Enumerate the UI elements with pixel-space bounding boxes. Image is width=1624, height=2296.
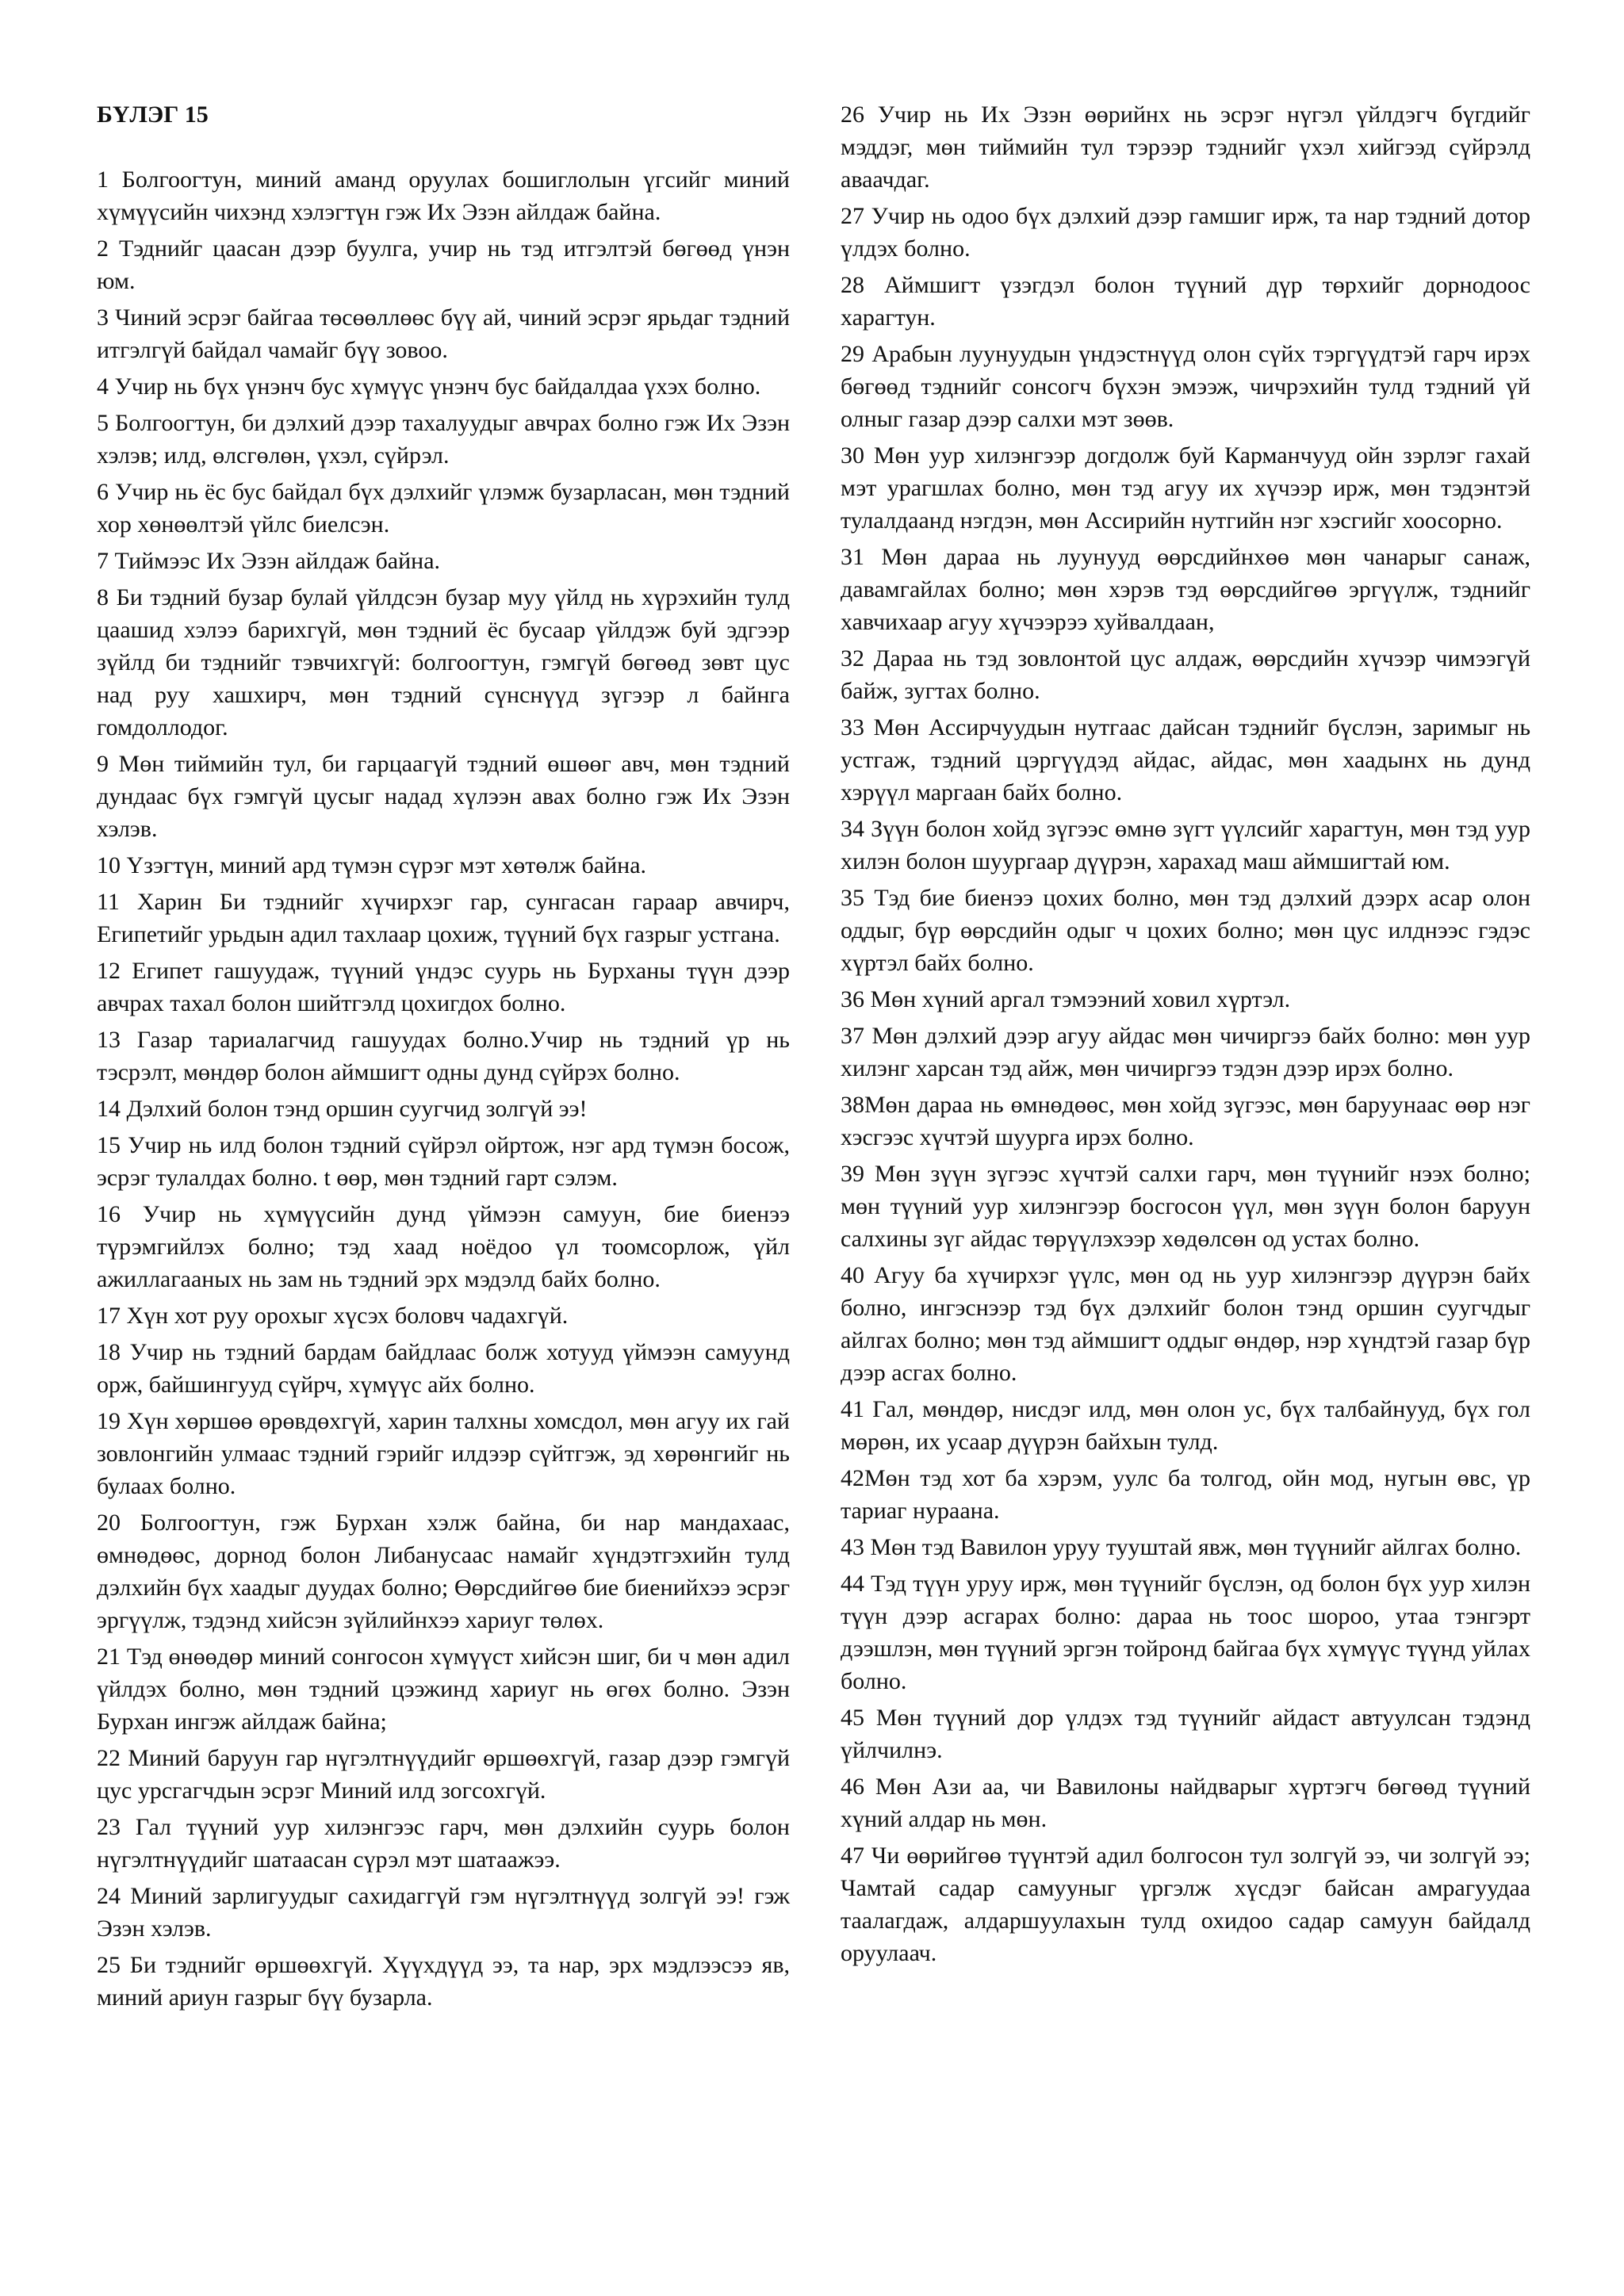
verse: 6 Учир нь ёс бус байдал бүх дэлхийг үлэмж бузарласан, мөн тэдний хор хөнөөлтэй үйлс биелсэн. [97, 479, 790, 538]
verse: 7 Тиймээс Их Эзэн айлдаж байна. [97, 548, 441, 574]
verse: 17 Хүн хот руу орохыг хүсэх боловч чадахгүй. [97, 1303, 569, 1329]
verse: 24 Миний зарлигуудыг сахидаггүй гэм нүгэлтнүүд золгүй ээ! гэж Эзэн хэлэв. [97, 1883, 790, 1942]
verse: 19 Хүн хөршөө өрөвдөхгүй, харин талхны хомсдол, мөн агуу их гай зовлонгийн улмаас тэдний гэрийг илдээр сүйтгэж, эд хөрөнгийг нь булаах болно. [97, 1408, 790, 1499]
verse: 15 Учир нь илд болон тэдний сүйрэл ойртож, нэг ард түмэн босож, эсрэг тулалдах болно. t өөр, мөн тэдний гарт сэлэм. [97, 1132, 790, 1191]
verse: 26 Учир нь Их Эзэн өөрийнх нь эсрэг нүгэл үйлдэгч бүгдийг мэддэг, мөн тиймийн тул тэрээр тэднийг үхэл хийгээд сүйрэлд аваачдаг. [841, 101, 1530, 193]
verse: 41 Гал, мөндөр, нисдэг илд, мөн олон ус, бүх талбайнууд, бүх гол мөрөн, их усаар дүүрэн байхын тулд. [841, 1396, 1530, 1455]
verse: 14 Дэлхий болон тэнд оршин суугчид золгүй ээ! [97, 1096, 588, 1122]
right-verse-list [841, 98, 1530, 1969]
verse: 20 Болгоогтун, гэж Бурхан хэлж байна, би нар мандахаас, өмнөдөөс, дорнод болон Либанусаас намайг хүндэтгэхийн тулд дэлхийн бүх хаадыг дуудах болно; Өөрсдийгөө бие биенийхээ эсрэг эргүүлж, тэдэнд хийсэн зүйлийнхээ хариуг төлөх. [97, 1510, 790, 1633]
verse: 5 Болгоогтун, би дэлхий дээр тахалуудыг авчрах болно гэж Их Эзэн хэлэв; илд, өлсгөлөн, үхэл, сүйрэл. [97, 410, 790, 469]
verse: 8 Би тэдний бузар булай үйлдсэн бузар муу үйлд нь хүрэхийн тулд цаашид хэлээ барихгүй, мөн тэдний ёс бусаар үйлдэж буй эдгээр зүйлд би тэднийг тэвчихгүй: болгоогтун, гэмгүй бөгөөд зөвт цус над руу хашхирч, мөн тэдний сүнснүүд зүгээр л байнга гомдоллодог. [97, 584, 790, 740]
verse: 2 Тэднийг цаасан дээр буулга, учир нь тэд итгэлтэй бөгөөд үнэн юм. [97, 235, 790, 294]
verse: 31 Мөн дараа нь луунууд өөрсдийнхөө мөн чанарыг санаж, давамгайлах болно; мөн хэрэв тэд өөрсдийгөө эргүүлж, тэднийг хавчихаар агуу хүчээрээ хуйвалдаан, [841, 544, 1530, 635]
verse: 44 Тэд түүн уруу ирж, мөн түүнийг бүслэн, од болон бүх уур хилэн түүн дээр асгарах болно: дараа нь тоос шороо, утаа тэнгэрт дээшлэн, мөн түүний эргэн тойронд байгаа бүх хүмүүс түүнд уйлах болно. [841, 1571, 1530, 1694]
verse: 35 Тэд бие биенээ цохих болно, мөн тэд дэлхий дээрх асар олон оддыг, бүр өөрсдийн одыг ч цохих болно; мөн цус илднээс гэдэс хүртэл байх болно. [841, 885, 1530, 976]
verse: 34 Зүүн болон хойд зүгээс өмнө зүгт үүлсийг харагтун, мөн тэд уур хилэн болон шуургаар дүүрэн, харахад маш аймшигтай юм. [841, 816, 1530, 874]
verse: 11 Харин Би тэднийг хүчирхэг гар, сунгасан гараар авчирч, Египетийг урьдын адил тахлаар цохиж, түүний бүх газрыг устгана. [97, 889, 790, 947]
verse: 4 Учир нь бүх үнэнч бус хүмүүс үнэнч бус байдалдаа үхэх болно. [97, 373, 761, 400]
verse: 38Мөн дараа нь өмнөдөөс, мөн хойд зүгээс, мөн баруунаас өөр нэг хэсгээс хүчтэй шуурга ирэх болно. [841, 1092, 1530, 1150]
verse: 10 Үзэгтүн, миний ард түмэн сүрэг мэт хөтөлж байна. [97, 852, 647, 878]
verse: 28 Аймшигт үзэгдэл болон түүний дүр төрхийг дорнодоос харагтун. [841, 272, 1530, 331]
verse: 21 Тэд өнөөдөр миний сонгосон хүмүүст хийсэн шиг, би ч мөн адил үйлдэх болно, мөн тэдний цээжинд хариуг нь өгөх болно. Эзэн Бурхан ингэж айлдаж байна; [97, 1644, 790, 1735]
verse: 3 Чиний эсрэг байгаа төсөөллөөс бүү ай, чиний эсрэг ярьдаг тэдний итгэлгүй байдал чамайг бүү зовоо. [97, 304, 790, 363]
verse: 47 Чи өөрийгөө түүнтэй адил болгосон тул золгүй ээ, чи золгүй ээ; Чамтай садар самууныг үргэлж хүсдэг байсан амрагуудаа таалагдаж, алдаршуулахын тулд охидоо садар самуун байдалд оруулаач. [841, 1843, 1530, 1966]
verse: 45 Мөн түүний дор үлдэх тэд түүнийг айдаст автуулсан тэдэнд үйлчилнэ. [841, 1705, 1530, 1763]
verse: 36 Мөн хүний аргал тэмээний ховил хүртэл. [841, 986, 1291, 1012]
verse: 23 Гал түүний уур хилэнгээс гарч, мөн дэлхийн суурь болон нүгэлтнүүдийг шатаасан сүрэл мэт шатаажээ. [97, 1814, 790, 1873]
verse: 30 Мөн уур хилэнгээр догдолж буй Карманчууд ойн зэрлэг гахай мэт урагшлах болно, мөн тэд агуу их хүчээр ирж, мөн тэдэнтэй тулалдаанд нэгдэн, мөн Ассирийн нутгийн нэг хэсгийг хоосорно. [841, 442, 1530, 534]
verse: 42Мөн тэд хот ба хэрэм, уулс ба толгод, ойн мод, нугын өвс, үр тариаг нураана. [841, 1465, 1530, 1524]
verse: 37 Мөн дэлхий дээр агуу айдас мөн чичиргээ байх болно: мөн уур хилэнг харсан тэд айж, мөн чичиргээ тэдэн дээр ирэх болно. [841, 1023, 1530, 1081]
verse: 43 Мөн тэд Вавилон уруу тууштай явж, мөн түүнийг айлгах болно. [841, 1534, 1522, 1560]
verse: 40 Агуу ба хүчирхэг үүлс, мөн од нь уур хилэнгээр дүүрэн байх болно, ингэснээр тэд бүх дэлхийг болон тэнд оршин суугчдыг айлгах болно; мөн тэд аймшигт оддыг өндөр, нэр хүндтэй газар бүр дээр асгах болно. [841, 1262, 1530, 1386]
verse: 33 Мөн Ассирчуудын нутгаас дайсан тэднийг бүслэн, заримыг нь устгаж, тэдний цэргүүдэд айдас, айдас, мөн хаадынх нь дунд хэрүүл маргаан байх болно. [841, 714, 1530, 806]
verse: 1 Болгоогтун, миний аманд оруулах бошиглолын үгсийг миний хүмүүсийн чихэнд хэлэгтүн гэж Их Эзэн айлдаж байна. [97, 166, 790, 225]
verse: 46 Мөн Ази аа, чи Вавилоны найдварыг хүртэгч бөгөөд түүний хүний алдар нь мөн. [841, 1774, 1530, 1832]
verse: 29 Арабын луунуудын үндэстнүүд олон сүйх тэргүүдтэй гарч ирэх бөгөөд тэднийг сонсогч бүхэн эмээж, чичрэхийн тулд тэдний үй олныг газар дээр салхи мэт зөөв. [841, 341, 1530, 432]
chapter-title: БҮЛЭГ 15 [97, 101, 209, 128]
verse: 16 Учир нь хүмүүсийн дунд үймээн самуун, бие биенээ түрэмгийлэх болно; тэд хаад ноёдоо үл тоомсорлож, үйл ажиллагааных нь зам нь тэдний эрх мэдэлд байх болно. [97, 1201, 790, 1292]
left-column [97, 98, 790, 2018]
verse: 25 Би тэднийг өршөөхгүй. Хүүхдүүд ээ, та нар, эрх мэдлээсээ яв, миний ариун газрыг бүү бузарла. [97, 1952, 790, 2011]
verse: 39 Мөн зүүн зүгээс хүчтэй салхи гарч, мөн түүнийг нээх болно; мөн түүний уур хилэнгээр босгосон үүл, мөн зүүн болон баруун салхины зүг айдас төрүүлэхээр хөдөлсөн од устах болно. [841, 1161, 1530, 1252]
verse: 18 Учир нь тэдний бардам байдлаас болж хотууд үймээн самуунд орж, байшингууд сүйрч, хүмүүс айх болно. [97, 1339, 790, 1398]
verse: 9 Мөн тиймийн тул, би гарцаагүй тэдний өшөөг авч, мөн тэдний дундаас бүх гэмгүй цусыг надад хүлээн авах болно гэж Их Эзэн хэлэв. [97, 751, 790, 842]
verse: 22 Миний баруун гар нүгэлтнүүдийг өршөөхгүй, газар дээр гэмгүй цус урсгагчдын эсрэг Миний илд зогсохгүй. [97, 1745, 790, 1804]
verse: 27 Учир нь одоо бүх дэлхий дээр гамшиг ирж, та нар тэдний дотор үлдэх болно. [841, 203, 1530, 262]
right-column [841, 98, 1530, 1973]
verse: 12 Египет гашуудаж, түүний үндэс суурь нь Бурханы түүн дээр авчрах тахал болон шийтгэлд цохигдох болно. [97, 958, 790, 1016]
verse: 13 Газар тариалагчид гашуудах болно.Учир нь тэдний үр нь тэсрэлт, мөндөр болон аймшигт одны дунд сүйрэх болно. [97, 1027, 790, 1085]
verse: 32 Дараа нь тэд зовлонтой цус алдаж, өөрсдийн хүчээр чимээгүй байж, зугтах болно. [841, 645, 1530, 704]
left-verse-list [97, 163, 790, 2014]
